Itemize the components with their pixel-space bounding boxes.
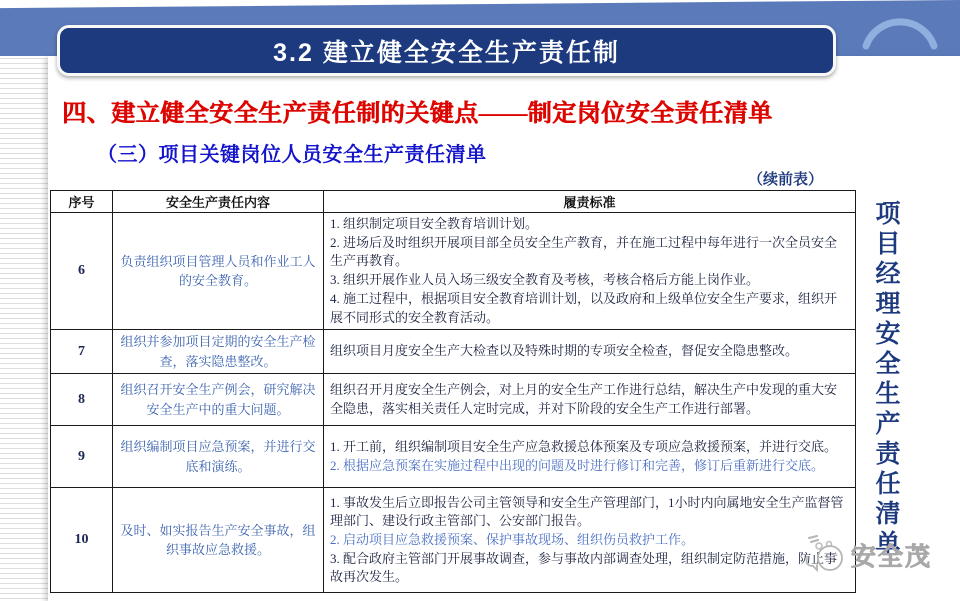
- responsibility-content-cell: 组织并参加项目定期的安全生产检查，落实隐患整改。: [113, 330, 324, 374]
- responsibility-content-cell: 负责组织项目管理人员和作业工人的安全教育。: [113, 213, 324, 330]
- row-number-cell: 8: [51, 374, 113, 426]
- table-header-row: [51, 191, 856, 213]
- standard-line: 1. 开工前，组织编制项目安全生产应急救援总体预案及专项应急救援预案，并进行交底。: [330, 439, 838, 455]
- slide-title: 3.2 建立健全安全生产责任制: [273, 38, 620, 67]
- watermark: [803, 532, 932, 578]
- standard-cell: [324, 488, 856, 593]
- standard-line: 3. 配合政府主管部门开展事故调查，参与事故内部调查处理，组织制定防范措施，防止事故再次发生。: [330, 550, 838, 585]
- standard-line: 2. 启动项目应急救援预案、保护事故现场、组织伤员救护工作。: [330, 531, 695, 547]
- col-header-content: 安全生产责任内容: [113, 191, 324, 213]
- responsibility-content-cell: 及时、如实报告生产安全事故，组织事故应急救援。: [113, 488, 324, 593]
- table-row: [51, 488, 856, 593]
- side-vertical-title: 项目经理安全生产责任清单: [872, 200, 900, 560]
- standard-line: 组织召开月度安全生产例会，对上月的安全生产工作进行总结，解决生产中发现的重大安全隐患，落实相关责任人定时完成，并对下阶段的安全生产工作进行部署。: [330, 382, 838, 416]
- responsibility-content-cell: 组织召开安全生产例会，研究解决安全生产中的重大问题。: [113, 374, 324, 426]
- table-row: [51, 330, 856, 374]
- standard-line: 4. 施工过程中，根据项目安全教育培训计划，以及政府和上级单位安全生产要求，组织开展不同形式的安全教育活动。: [330, 290, 838, 325]
- watermark-text: 安全茂: [851, 544, 933, 571]
- crescent-arc-icon: [858, 4, 942, 50]
- slide-title-banner: [57, 25, 836, 76]
- table-body: [51, 213, 856, 593]
- standard-line: 1. 事故发生后立即报告公司主管领导和安全生产管理部门，1小时内向属地安全生产监督管理部门、建设行政主管部门、公安部门报告。: [330, 494, 844, 529]
- mascot-doodle-icon: [803, 532, 851, 578]
- standard-cell: [324, 330, 856, 374]
- standard-line: 2. 进场后及时组织开展项目部全员安全生产教育，并在施工过程中每年进行一次全员安全生产再教育。: [330, 234, 838, 269]
- col-header-no: 序号: [51, 191, 113, 213]
- row-number-cell: 9: [51, 426, 113, 488]
- continued-note: （续前表）: [748, 171, 824, 188]
- standard-cell: [324, 213, 856, 330]
- standard-line: 1. 组织制定项目安全教育培训计划。: [330, 216, 539, 231]
- row-number-cell: 6: [51, 213, 113, 330]
- standard-line: 组织项目月度安全生产大检查以及特殊时期的专项安全检查，督促安全隐患整改。: [330, 343, 799, 359]
- col-header-standard: 履责标准: [324, 191, 856, 213]
- standard-line: 2. 根据应急预案在实施过程中出现的问题及时进行修订和完善，修订后重新进行交底。: [330, 457, 825, 473]
- responsibility-table: [50, 190, 856, 593]
- standard-cell: [324, 374, 856, 426]
- standard-line: 3. 组织开展作业人员入场三级安全教育及考核，考核合格后方能上岗作业。: [330, 272, 760, 288]
- left-stripe-texture: [0, 56, 48, 601]
- table-row: [51, 426, 856, 488]
- table-row: [51, 374, 856, 426]
- row-number-cell: 7: [51, 330, 113, 374]
- subsection-heading-blue: （三）项目关键岗位人员安全生产责任清单: [97, 144, 487, 166]
- responsibility-content-cell: 组织编制项目应急预案，并进行交底和演练。: [113, 426, 324, 488]
- section-heading-red: 四、建立健全安全生产责任制的关键点——制定岗位安全责任清单: [62, 101, 773, 127]
- standard-cell: [324, 426, 856, 488]
- row-number-cell: 10: [51, 488, 113, 593]
- table-row: [51, 213, 856, 330]
- responsibility-table-wrap: [50, 190, 856, 593]
